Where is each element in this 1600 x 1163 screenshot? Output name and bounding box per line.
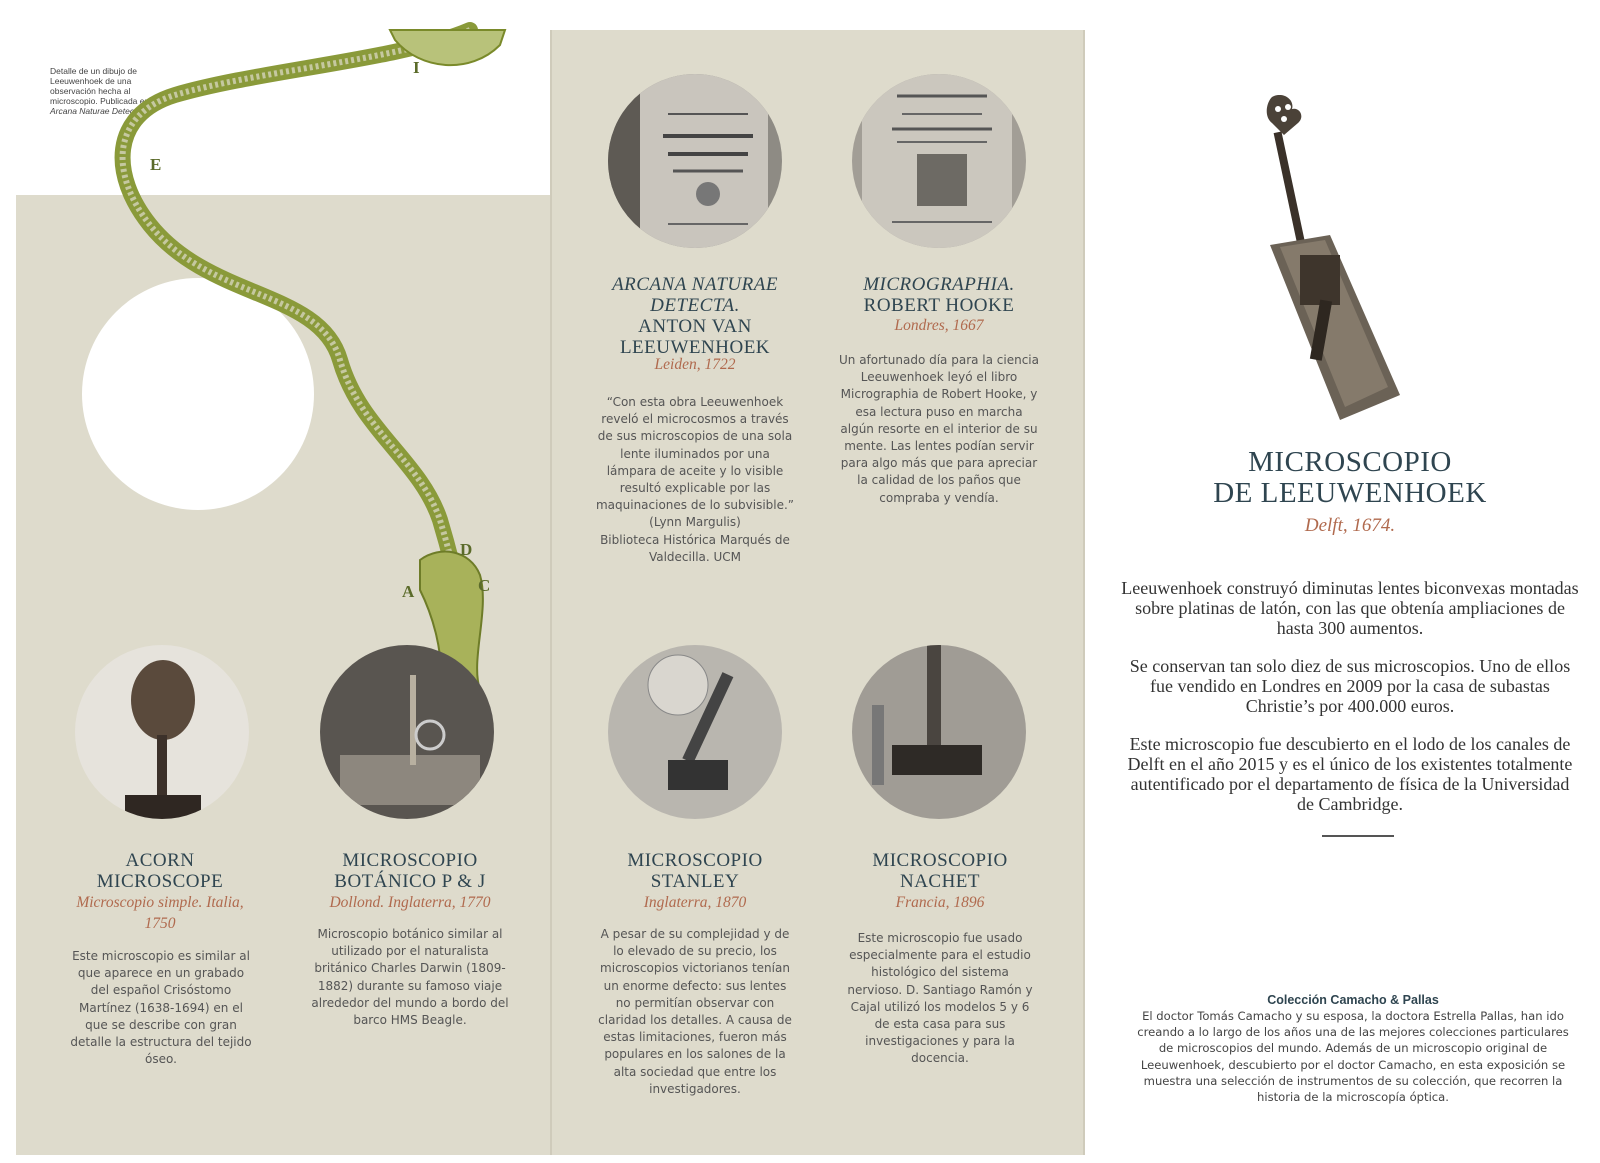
instrument-photo-botanico [320, 645, 494, 819]
book-title-arcana [590, 274, 800, 358]
book-text-arcana [595, 394, 795, 566]
instrument-photo-nachet [852, 645, 1026, 819]
leeuwenhoek-microscope-photo [1260, 95, 1430, 425]
book-photo-micrographia [852, 74, 1026, 248]
drawing-letter-e: E [150, 155, 162, 174]
feature-title-line1: MICROSCOPIO [1248, 446, 1452, 478]
book-quote-attribution: (Lynn Margulis) [649, 515, 741, 530]
caption-book-title: Arcana Naturae Detecta. [50, 106, 144, 116]
instrument-photo-acorn [75, 645, 249, 819]
vine-hatching [123, 30, 473, 640]
instrument-place-date-botanico: Dollond. Inglaterra, 1770 [329, 894, 491, 911]
feature-place-date: Delft, 1674. [1304, 515, 1396, 536]
book-title-arcana-author: ANTON VAN LEEUWENHOEK [619, 316, 771, 358]
book-title-micrographia [830, 274, 1048, 316]
instrument-title-botanico: MICROSCOPIO BOTÁNICO P & J [334, 850, 486, 892]
instrument-title-stanley: MICROSCOPIO STANLEY [627, 850, 763, 892]
book-place-date-arcana: Leiden, 1722 [654, 356, 736, 373]
collection-title: Colección Camacho & Pallas [1267, 993, 1439, 1007]
instrument-title-acorn: ACORN MICROSCOPE [96, 850, 224, 892]
book-source: Biblioteca Histórica Marqués de Valdecilla. UCM [600, 532, 790, 564]
book-text-micrographia: Un afortunado día para la ciencia Leeuwenhoek leyó el libro Micrographia de Robert Hooke, y esa lectura puso en marcha algún resorte en el interior de su mente. Las lentes podían servir para algo más que para apreciar la calidad de los paños que compraba y vendía. [839, 353, 1039, 505]
instrument-title-nachet: MICROSCOPIO NACHET [872, 850, 1008, 892]
feature-paragraph: Este microscopio fue descubierto en el lodo de los canales de Delft en el año 2015 y es el único de los existentes totalmente autentificado por el departamento de física de la Universidad de Cambridge. [1127, 734, 1573, 814]
feature-paragraph: Se conservan tan solo diez de sus microscopios. Uno de ellos fue vendido en Londres en 2009 por la casa de subastas Christie’s por 400.000 euros. [1129, 656, 1571, 716]
drawing-letter-d: D [460, 540, 473, 559]
instrument-text-botanico: Microscopio botánico similar al utilizado por el naturalista británico Charles Darwin (1809-1882) durante su famoso viaje alrededor del mundo a bordo del barco HMS Beagle. [311, 927, 509, 1028]
instrument-photo-stanley [608, 645, 782, 819]
book-place-date-micrographia: Londres, 1667 [894, 317, 984, 334]
caption-text: Detalle de un dibujo de Leeuwenhoek de una observación hecha al microscopio. Publicada en [50, 66, 150, 106]
feature-title-line2: DE LEEUWENHOEK [1213, 477, 1487, 509]
collection-text: El doctor Tomás Camacho y su esposa, la doctora Estrella Pallas, han ido creando a lo largo de los años una de las mejores colecciones particulares de microscopios del mundo. Además de un microscopio original de Leeuwenhoek, descubierto por el doctor Camacho, en esta exposición se muestra una selección de instrumentos de su colección, que recorren la historia de la microscopía óptica. [1137, 1009, 1569, 1105]
drawing-letter-i: I [413, 58, 420, 77]
instrument-place-date-acorn: Microscopio simple. Italia, 1750 [76, 894, 244, 932]
instrument-place-date-nachet: Francia, 1896 [895, 894, 985, 911]
feature-title [1170, 447, 1530, 509]
vine-stem [123, 30, 473, 640]
book-quote: “Con esta obra Leeuwenhoek reveló el microcosmos a través de sus microscopios de una sola lente iluminados por una lámpara de aceite y lo visible resultó explicable por las maquinaciones de lo subvisible.” [595, 395, 795, 513]
feature-paragraph: Leeuwenhoek construyó diminutas lentes biconvexas montadas sobre platinas de latón, con las que obtenía ampliaciones de hasta 300 aumentos. [1121, 578, 1579, 638]
drawing-letter-a: A [402, 582, 415, 601]
vine-leaf [390, 30, 505, 65]
book-title-micrographia-author: ROBERT HOOKE [863, 295, 1015, 316]
leeuwenhoek-drawing [0, 0, 600, 700]
book-photo-arcana [608, 74, 782, 248]
instrument-text-stanley: A pesar de su complejidad y de lo elevado de su precio, los microscopios victorianos tenían un enorme defecto: sus lentes no permitían observar con claridad los detalles. A causa de estas limitaciones, fueron más populares en los salones de la alta sociedad que entre los investigadores. [598, 927, 792, 1096]
drawing-letter-c: C [478, 576, 491, 595]
book-title-arcana-italic: ARCANA NATURAE DETECTA. [612, 274, 778, 316]
instrument-text-nachet: Este microscopio fue usado especialmente para el estudio histológico del sistema nervioso. D. Santiago Ramón y Cajal utilizó los modelos 5 y 6 de esta casa para sus investigaciones y para la docencia. [847, 931, 1033, 1066]
instrument-text-acorn: Este microscopio es similar al que aparece en un grabado del español Crisóstomo Martínez (1638-1694) en el que se describe con gran detalle la estructura del tejido óseo. [70, 949, 252, 1067]
book-title-micrographia-italic: MICROGRAPHIA. [863, 274, 1015, 295]
fold-line [1083, 30, 1085, 1155]
instrument-place-date-stanley: Inglaterra, 1870 [643, 894, 747, 911]
divider [1322, 835, 1394, 837]
